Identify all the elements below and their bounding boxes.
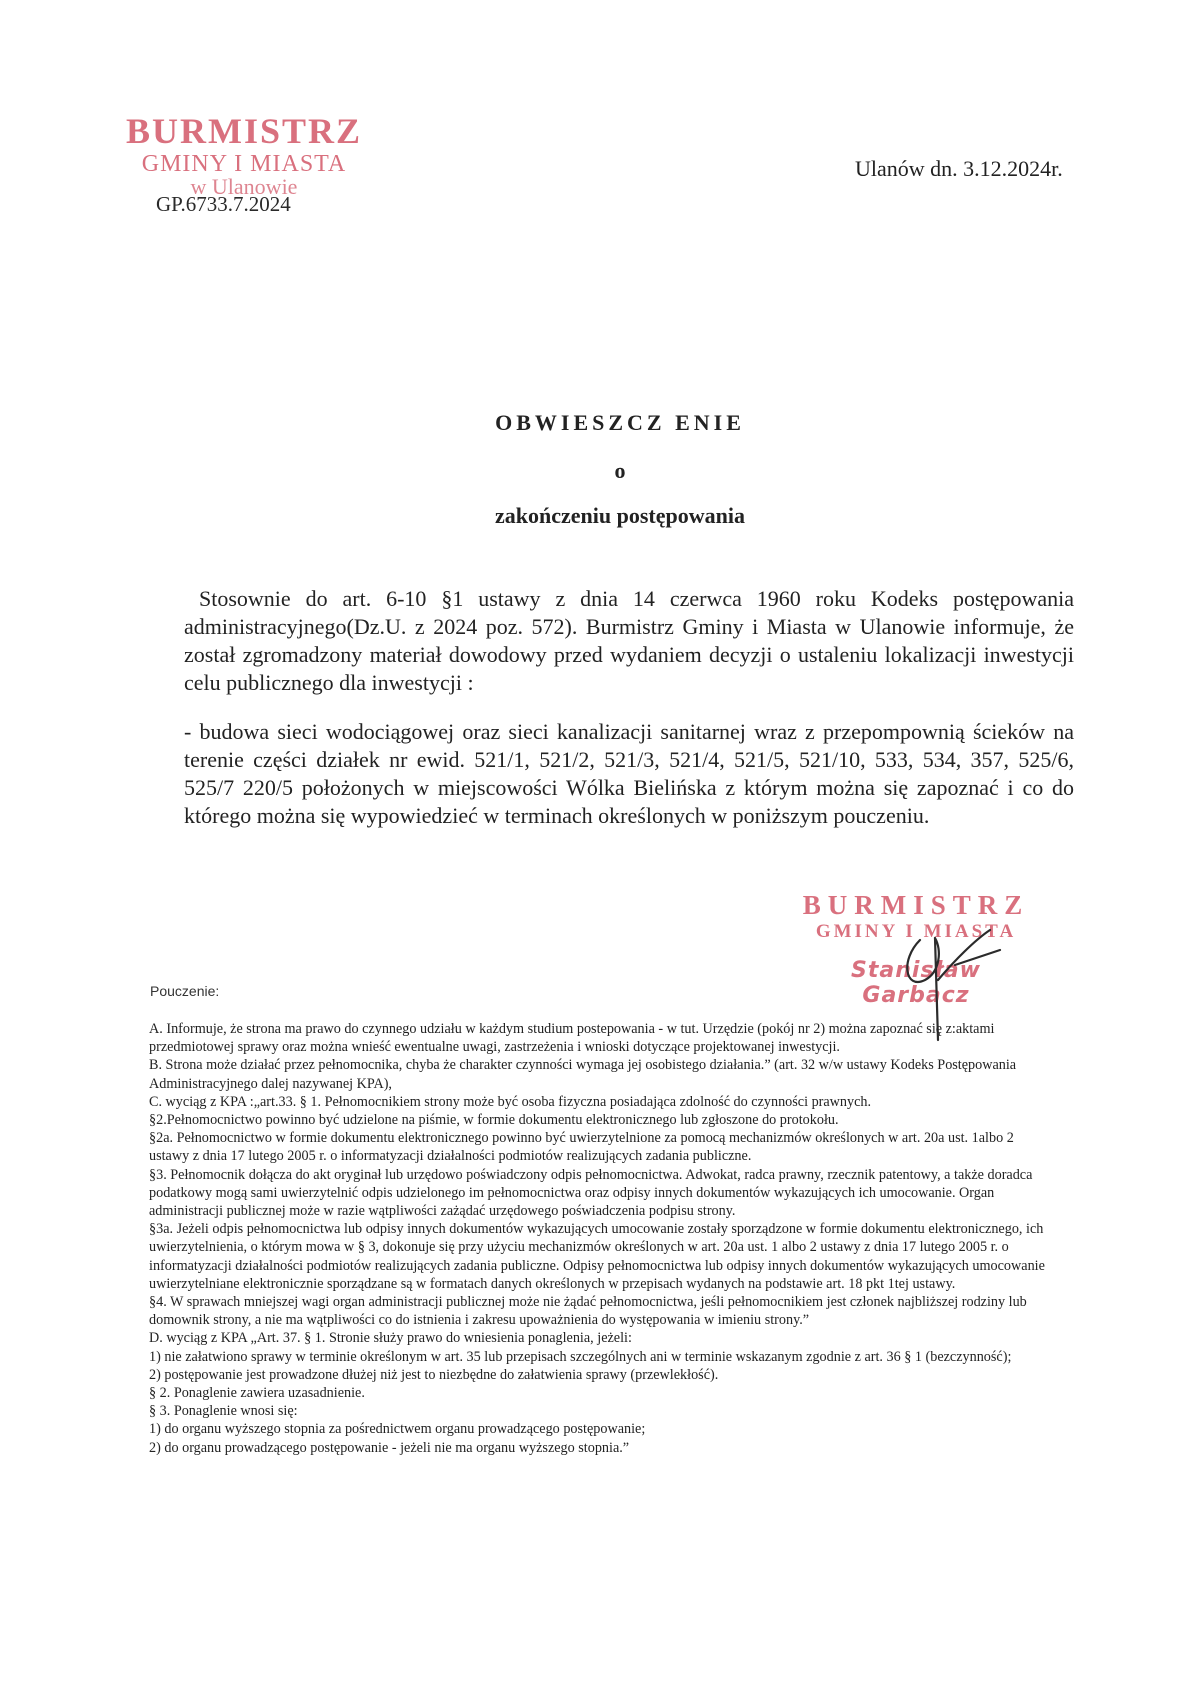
stamp-subtitle: GMINY I MIASTA: [141, 151, 347, 177]
body-paragraph-1: Stosownie do art. 6-10 §1 ustawy z dnia 14 czerwca 1960 roku Kodeks postępowania administracyjnego(Dz.U. z 2024 poz. 572). Burmistrz Gminy i Miasta w Ulanowie informuje, że został zgromadzony materiał dowodowy przed wydaniem decyzji o ustaleniu lokalizacji inwestycji celu publicznego dla inwestycji :: [184, 586, 1074, 695]
body-paragraph-2: - budowa sieci wodociągowej oraz sieci kanalizacji sanitarnej wraz z przepompownią ścieków na terenie części działek nr ewid. 521/1, 521/2, 521/3, 521/4, 521/5, 521/10, 533, 534, 357, 525/6, 525/7 220/5 położonych w miejscowości Wólka Bielińska z którym można się zapoznać i co do którego można się wypowiedzieć w terminach określonych w poniższym pouczeniu.: [184, 719, 1074, 828]
instruction-line: A. Informuje, że strona ma prawo do czynnego udziału w każdym studium postepowania - w tut. Urzędzie (pokój nr 2) można zapoznać się z:aktami przedmiotowej sprawy oraz można wnieść ewentualne uwagi, zastrzeżenia i wnioski dotyczące projektowanej inwestycji.: [149, 1021, 995, 1056]
reference-number: GP.6733.7.2024: [156, 192, 291, 216]
signature-stamp-subtitle: GMINY I MIASTA: [815, 921, 1017, 942]
instruction-line: C. wyciąg z KPA :„art.33. § 1. Pełnomocnikiem strony może być osoba fizyczna posiadająca zdolność do czynności prawnych.: [149, 1093, 872, 1110]
instruction-line: § 2. Ponaglenie zawiera uzasadnienie.: [149, 1385, 365, 1402]
instruction-line: 1) do organu wyższego stopnia za pośrednictwem organu prowadzącego postępowanie;: [149, 1421, 646, 1438]
instruction-line: 2) postępowanie jest prowadzone dłużej niż jest to niezbędne do załatwienia sprawy (przewlekłość).: [149, 1366, 719, 1383]
document-title: OBWIESZCZ ENIE: [495, 410, 745, 435]
instructions-list: [149, 1020, 1054, 1457]
instruction-line: 1) nie załatwiono sprawy w terminie określonym w art. 35 lub przepisach szczególnych ani w terminie wskazanym zgodnie z art. 36 § 1 (bezczynność);: [149, 1348, 1012, 1365]
instruction-line: § 3. Ponaglenie wnosi się:: [149, 1403, 298, 1420]
instruction-line: B. Strona może działać przez pełnomocnika, chyba że charakter czynności wymaga jej osobistego działania.” (art. 32 w/w ustawy Kodeks Postępowania Administracyjnego dalej nazywanej KPA),: [149, 1057, 1017, 1092]
document-subtitle: zakończeniu postępowania: [495, 503, 745, 528]
stamp-title: BURMISTRZ: [125, 111, 363, 151]
instructions-label: Pouczenie:: [150, 983, 220, 999]
instruction-line: §2.Pełnomocnictwo powinno być udzielone na piśmie, w formie dokumentu elektronicznego lub zgłoszone do protokołu.: [149, 1112, 839, 1129]
instruction-line: §4. W sprawach mniejszej wagi organ administracji publicznej może nie żądać pełnomocnictwa, jeśli pełnomocnikiem jest członek najbliższej rodziny lub domownik strony, a nie ma wątpliwości co do istnienia i zakresu upoważnienia do występowania w imieniu strony.”: [149, 1294, 1027, 1329]
instruction-line: §3a. Jeżeli odpis pełnomocnictwa lub odpisy innych dokumentów wykazujących umocowanie zostały sporządzone w formie dokumentu elektronicznego, ich uwierzytelnienia, o którym mowa w § 3, dokonuje się przy użyciu mechanizmów określonych w art. 20a ust. 1 albo 2 ustawy z dnia 17 lutego 2005 r. o informatyzacji działalności podmiotów realizujących zadania publiczne. Odpisy pełnomocnictwa lub odpisy innych dokumentów wykazujących umocowanie uwierzytelniane elektronicznie sporządzane są w formatach danych określonych w przepisach wydanych na podstawie art. 18 pkt 1tej ustawy.: [149, 1221, 1045, 1292]
signatory-name: Stanisław Garbacz: [851, 958, 981, 1008]
instruction-line: §3. Pełnomocnik dołącza do akt oryginał lub urzędowo poświadczony odpis pełnomocnictwa. Adwokat, radca prawny, rzecznik patentowy, a także doradca podatkowy mogą sami uwierzytelnić odpis udzielonego im pełnomocnictwa oraz odpisy innych dokumentów wykazujących ich umocowanie. Organ administracji publicznej może w razie wątpliwości zażądać urzędowego poświadczenia podpisu strony.: [149, 1166, 1033, 1220]
document-title-connector: o: [614, 458, 626, 483]
instruction-line: 2) do organu prowadzącego postępowanie - jeżeli nie ma organu wyższego stopnia.”: [149, 1439, 630, 1456]
document-date: Ulanów dn. 3.12.2024r.: [855, 156, 1063, 181]
stamp-location: w Ulanowie: [190, 174, 298, 199]
instruction-line: D. wyciąg z KPA „Art. 37. § 1. Stronie służy prawo do wniesienia ponaglenia, jeżeli:: [149, 1330, 632, 1347]
signature-stamp-title: BURMISTRZ: [802, 890, 1030, 920]
instruction-line: §2a. Pełnomocnictwo w formie dokumentu elektronicznego powinno być uwierzytelnione za pomocą mechanizmów określonych w art. 20a ust. 1albo 2 ustawy z dnia 17 lutego 2005 r. o informatyzacji działalności podmiotów realizujących zadania publiczne.: [149, 1130, 1014, 1165]
office-stamp-header: [114, 112, 374, 198]
